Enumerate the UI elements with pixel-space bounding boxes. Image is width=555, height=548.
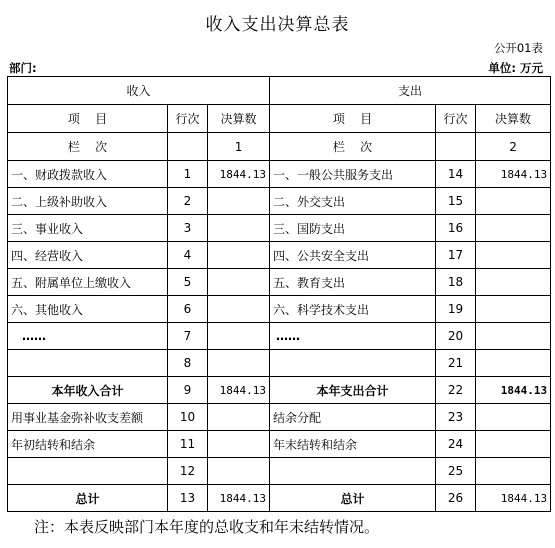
income-row-no: 2 <box>168 188 208 215</box>
column-number-row <box>8 133 551 161</box>
income-row-no-header: 行次 <box>168 105 208 133</box>
expenditure-row-no: 16 <box>436 215 476 242</box>
expenditure-row-no: 26 <box>436 485 476 512</box>
expenditure-row-no: 18 <box>436 269 476 296</box>
income-grand-total-label: 总计 <box>8 485 168 512</box>
table-row <box>8 296 551 323</box>
table-row <box>8 431 551 458</box>
expenditure-amount-header: 决算数 <box>476 105 551 133</box>
expenditure-amount <box>476 242 551 269</box>
expenditure-item: 年末结转和结余 <box>270 431 436 458</box>
department-label: 部门: <box>9 61 37 75</box>
income-row-no: 9 <box>168 377 208 404</box>
expenditure-column-label: 栏 次 <box>270 133 436 161</box>
income-item <box>8 458 168 485</box>
expenditure-amount <box>476 215 551 242</box>
expenditure-year-total-label: 本年支出合计 <box>270 377 436 404</box>
income-row-no: 10 <box>168 404 208 431</box>
income-row-no: 7 <box>168 323 208 350</box>
income-item: 用事业基金弥补收支差额 <box>8 404 168 431</box>
income-item: 二、上级补助收入 <box>8 188 168 215</box>
expenditure-row-no: 20 <box>436 323 476 350</box>
income-row-no: 11 <box>168 431 208 458</box>
expenditure-row-no: 22 <box>436 377 476 404</box>
table-row <box>8 161 551 188</box>
expenditure-item: 二、外交支出 <box>270 188 436 215</box>
form-code: 公开01表 <box>493 41 543 55</box>
expenditure-item-header: 项 目 <box>270 105 436 133</box>
income-column-number: 1 <box>208 133 270 161</box>
income-year-total-label: 本年收入合计 <box>8 377 168 404</box>
table-row <box>8 188 551 215</box>
column-header-row <box>8 105 551 133</box>
expenditure-header: 支出 <box>270 77 551 105</box>
income-item: 五、附属单位上缴收入 <box>8 269 168 296</box>
income-item <box>8 350 168 377</box>
expenditure-amount <box>476 269 551 296</box>
expenditure-item <box>270 458 436 485</box>
income-amount <box>208 242 270 269</box>
expenditure-item: 三、国防支出 <box>270 215 436 242</box>
expenditure-item: 一、一般公共服务支出 <box>270 161 436 188</box>
income-item: 年初结转和结余 <box>8 431 168 458</box>
income-item: 六、其他收入 <box>8 296 168 323</box>
expenditure-grand-total-label: 总计 <box>270 485 436 512</box>
expenditure-year-total-amount: 1844.13 <box>476 377 551 404</box>
expenditure-item: 结余分配 <box>270 404 436 431</box>
income-expenditure-table <box>7 76 551 512</box>
income-amount <box>208 323 270 350</box>
income-amount <box>208 269 270 296</box>
expenditure-amount <box>476 431 551 458</box>
income-year-total-amount: 1844.13 <box>208 377 270 404</box>
table-row <box>8 215 551 242</box>
income-row-no: 6 <box>168 296 208 323</box>
expenditure-grand-total-amount: 1844.13 <box>476 485 551 512</box>
expenditure-amount <box>476 296 551 323</box>
expenditure-amount <box>476 350 551 377</box>
expenditure-item: 六、科学技术支出 <box>270 296 436 323</box>
expenditure-item <box>270 350 436 377</box>
expenditure-item: 四、公共安全支出 <box>270 242 436 269</box>
expenditure-row-no: 23 <box>436 404 476 431</box>
income-item-header: 项 目 <box>8 105 168 133</box>
income-header: 收入 <box>8 77 270 105</box>
income-amount <box>208 350 270 377</box>
income-amount <box>208 188 270 215</box>
expenditure-row-no: 15 <box>436 188 476 215</box>
expenditure-row-no: 24 <box>436 431 476 458</box>
grand-total-row <box>8 485 551 512</box>
expenditure-row-no: 19 <box>436 296 476 323</box>
expenditure-row-no: 17 <box>436 242 476 269</box>
expenditure-item: 五、教育支出 <box>270 269 436 296</box>
table-row <box>8 323 551 350</box>
expenditure-amount: 1844.13 <box>476 161 551 188</box>
expenditure-column-number: 2 <box>476 133 551 161</box>
income-row-no: 8 <box>168 350 208 377</box>
section-header-row <box>8 77 551 105</box>
income-row-no: 13 <box>168 485 208 512</box>
year-total-row <box>8 377 551 404</box>
table-row <box>8 242 551 269</box>
table-row <box>8 350 551 377</box>
income-row-no: 3 <box>168 215 208 242</box>
expenditure-amount <box>476 323 551 350</box>
income-amount: 1844.13 <box>208 161 270 188</box>
income-amount <box>208 431 270 458</box>
expenditure-row-no: 14 <box>436 161 476 188</box>
expenditure-amount <box>476 188 551 215</box>
income-item: …… <box>8 323 168 350</box>
report-title: 收入支出决算总表 <box>205 15 350 35</box>
unit-label: 单位: 万元 <box>488 61 543 75</box>
expenditure-row-no-header: 行次 <box>436 105 476 133</box>
income-row-no: 12 <box>168 458 208 485</box>
empty-cell <box>436 133 476 161</box>
income-row-no: 1 <box>168 161 208 188</box>
income-column-label: 栏 次 <box>8 133 168 161</box>
expenditure-row-no: 25 <box>436 458 476 485</box>
income-amount-header: 决算数 <box>208 105 270 133</box>
income-item: 三、事业收入 <box>8 215 168 242</box>
income-item: 四、经营收入 <box>8 242 168 269</box>
table-row <box>8 458 551 485</box>
table-row <box>8 269 551 296</box>
expenditure-row-no: 21 <box>436 350 476 377</box>
income-amount <box>208 296 270 323</box>
income-amount <box>208 215 270 242</box>
income-amount <box>208 458 270 485</box>
footnote: 注：本表反映部门本年度的总收支和年末结转情况。 <box>34 518 380 536</box>
income-item: 一、财政拨款收入 <box>8 161 168 188</box>
empty-cell <box>168 133 208 161</box>
expenditure-item: …… <box>270 323 436 350</box>
income-row-no: 5 <box>168 269 208 296</box>
income-amount <box>208 404 270 431</box>
expenditure-amount <box>476 404 551 431</box>
income-row-no: 4 <box>168 242 208 269</box>
table-row <box>8 404 551 431</box>
income-grand-total-amount: 1844.13 <box>208 485 270 512</box>
expenditure-amount <box>476 458 551 485</box>
